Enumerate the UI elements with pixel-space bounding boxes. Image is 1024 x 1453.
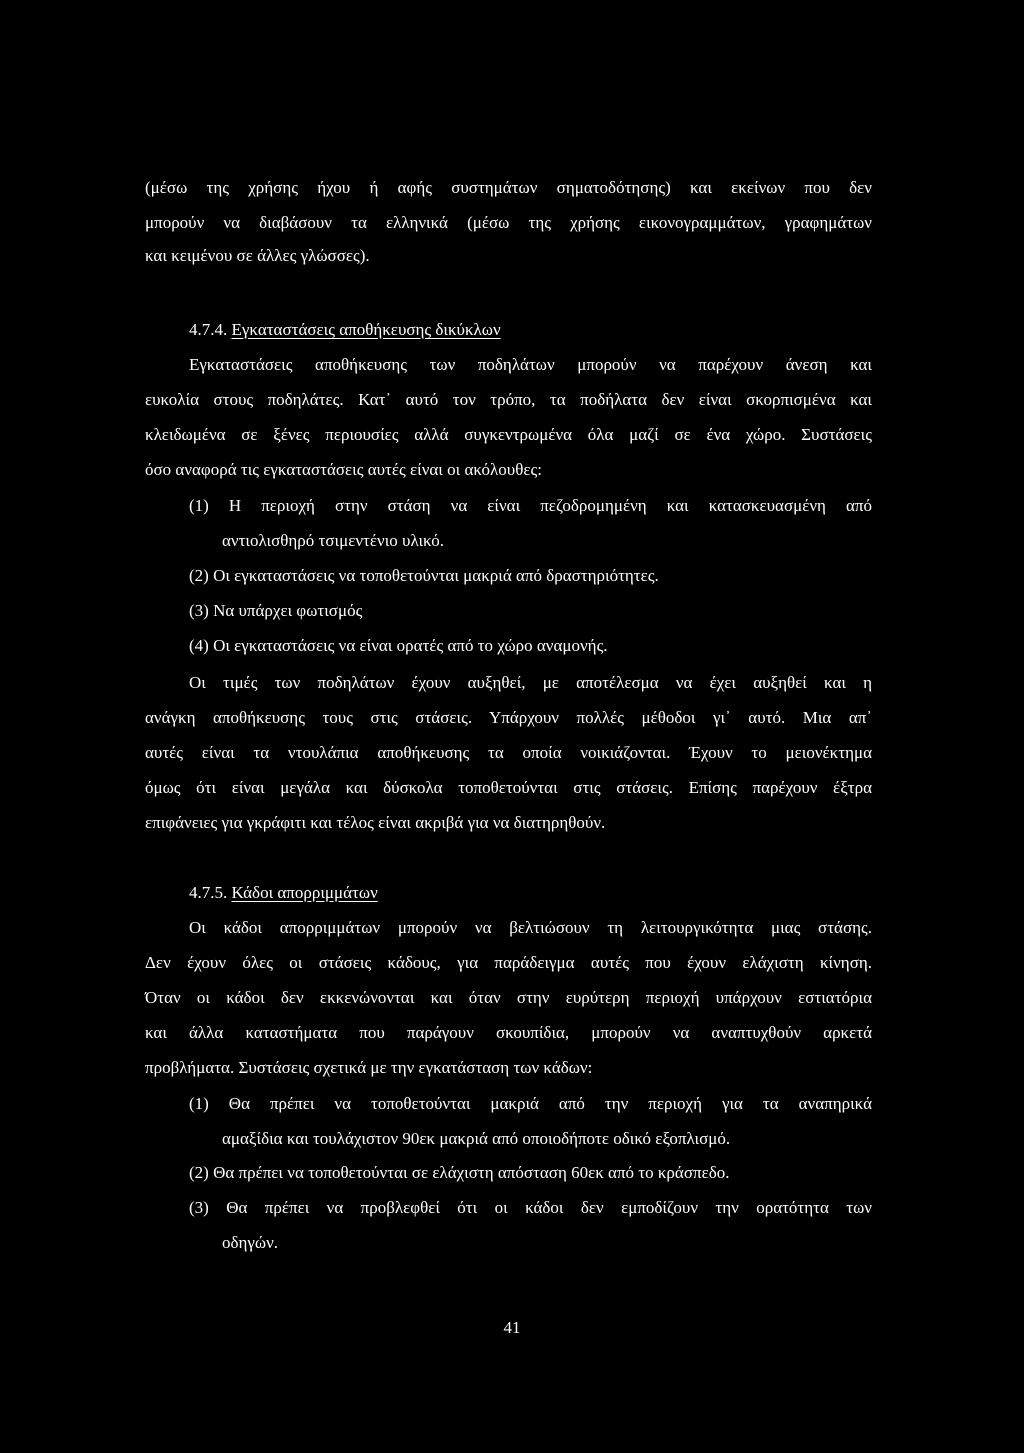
section-475-title: Κάδοι απορριμμάτων	[231, 883, 378, 902]
section-474-item-3: (3) Να υπάρχει φωτισμός	[189, 601, 363, 620]
intro-line-1: (μέσω της χρήσης ήχου ή αφής συστημάτων σηματοδότησης) και εκείνων που δεν	[145, 178, 872, 197]
section-474-para-line-1: Εγκαταστάσεις αποθήκευσης των ποδηλάτων μπορούν να παρέχουν άνεση και	[189, 355, 872, 374]
page-number: 41	[503, 1318, 521, 1337]
section-474-heading	[189, 320, 916, 340]
section-474-title: Εγκαταστάσεις αποθήκευσης δικύκλων	[231, 320, 501, 339]
section-474-para2-line-3: αυτές είναι τα ντουλάπια αποθήκευσης τα οποία νοικιάζονται. Έχουν το μειονέκτημα	[145, 743, 872, 762]
section-475-para-line-3: Όταν οι κάδοι δεν εκκενώνονται και όταν στην ευρύτερη περιοχή υπάρχουν εστιατόρια	[145, 988, 872, 1007]
document-page	[145, 0, 872, 1453]
section-475-para-line-1: Οι κάδοι απορριμμάτων μπορούν να βελτιώσουν τη λειτουργικότητα μιας στάσης.	[189, 918, 872, 937]
section-475-item-3-line-1: (3) Θα πρέπει να προβλεφθεί ότι οι κάδοι δεν εμποδίζουν την ορατότητα των	[189, 1198, 872, 1217]
section-474-item-4: (4) Οι εγκαταστάσεις να είναι ορατές από το χώρο αναμονής.	[189, 636, 608, 655]
section-474-para2-line-4: όμως ότι είναι μεγάλα και δύσκολα τοποθετούνται στις στάσεις. Επίσης παρέχουν έξτρα	[145, 778, 872, 797]
section-474-para2-line-5: επιφάνειες για γκράφιτι και τέλος είναι ακριβά για να διατηρηθούν.	[145, 813, 606, 832]
section-475-para-line-2: Δεν έχουν όλες οι στάσεις κάδους, για παράδειγμα αυτές που έχουν ελάχιστη κίνηση.	[145, 953, 872, 972]
section-474-item-2: (2) Οι εγκαταστάσεις να τοποθετούνται μακριά από δραστηριότητες.	[189, 566, 659, 585]
section-475-para-line-5: προβλήματα. Συστάσεις σχετικά με την εγκατάσταση των κάδων:	[145, 1058, 593, 1077]
intro-line-2: μπορούν να διαβάσουν τα ελληνικά (μέσω της χρήσης εικονογραμμάτων, γραφημάτων	[145, 213, 872, 232]
section-475-heading	[189, 883, 916, 903]
section-474-para-line-2: ευκολία στους ποδηλάτες. Κατ᾽ αυτό τον τρόπο, τα ποδήλατα δεν είναι σκορπισμένα και	[145, 390, 872, 409]
section-474-number: 4.7.4.	[189, 320, 228, 339]
section-475-item-1-line-2: αμαξίδια και τουλάχιστον 90εκ μακριά από οποιοδήποτε οδικό εξοπλισμό.	[222, 1129, 731, 1148]
section-475-item-3-line-2: οδηγών.	[222, 1233, 279, 1252]
section-474-para2-line-2: ανάγκη αποθήκευσης τους στις στάσεις. Υπάρχουν πολλές μέθοδοι γι᾽ αυτό. Μια απ᾽	[145, 708, 872, 727]
intro-line-3: και κειμένου σε άλλες γλώσσες).	[145, 246, 370, 265]
section-475-item-2: (2) Θα πρέπει να τοποθετούνται σε ελάχιστη απόσταση 60εκ από το κράσπεδο.	[189, 1163, 730, 1182]
section-474-para-line-3: κλειδωμένα σε ξένες περιουσίες αλλά συγκεντρωμένα όλα μαζί σε ένα χώρο. Συστάσεις	[145, 425, 872, 444]
section-475-number: 4.7.5.	[189, 883, 228, 902]
section-474-para-line-4: όσο αναφορά τις εγκαταστάσεις αυτές είναι οι ακόλουθες:	[145, 460, 542, 479]
section-475-para-line-4: και άλλα καταστήματα που παράγουν σκουπίδια, μπορούν να αναπτυχθούν αρκετά	[145, 1023, 872, 1042]
section-474-item-1-line-2: αντιολισθηρό τσιμεντένιο υλικό.	[222, 531, 444, 550]
section-474-item-1-line-1: (1) Η περιοχή στην στάση να είναι πεζοδρομημένη και κατασκευασμένη από	[189, 496, 872, 515]
section-474-para2-line-1: Οι τιμές των ποδηλάτων έχουν αυξηθεί, με αποτέλεσμα να έχει αυξηθεί και η	[189, 673, 872, 692]
section-475-item-1-line-1: (1) Θα πρέπει να τοποθετούνται μακριά από την περιοχή για τα αναπηρικά	[189, 1094, 872, 1113]
